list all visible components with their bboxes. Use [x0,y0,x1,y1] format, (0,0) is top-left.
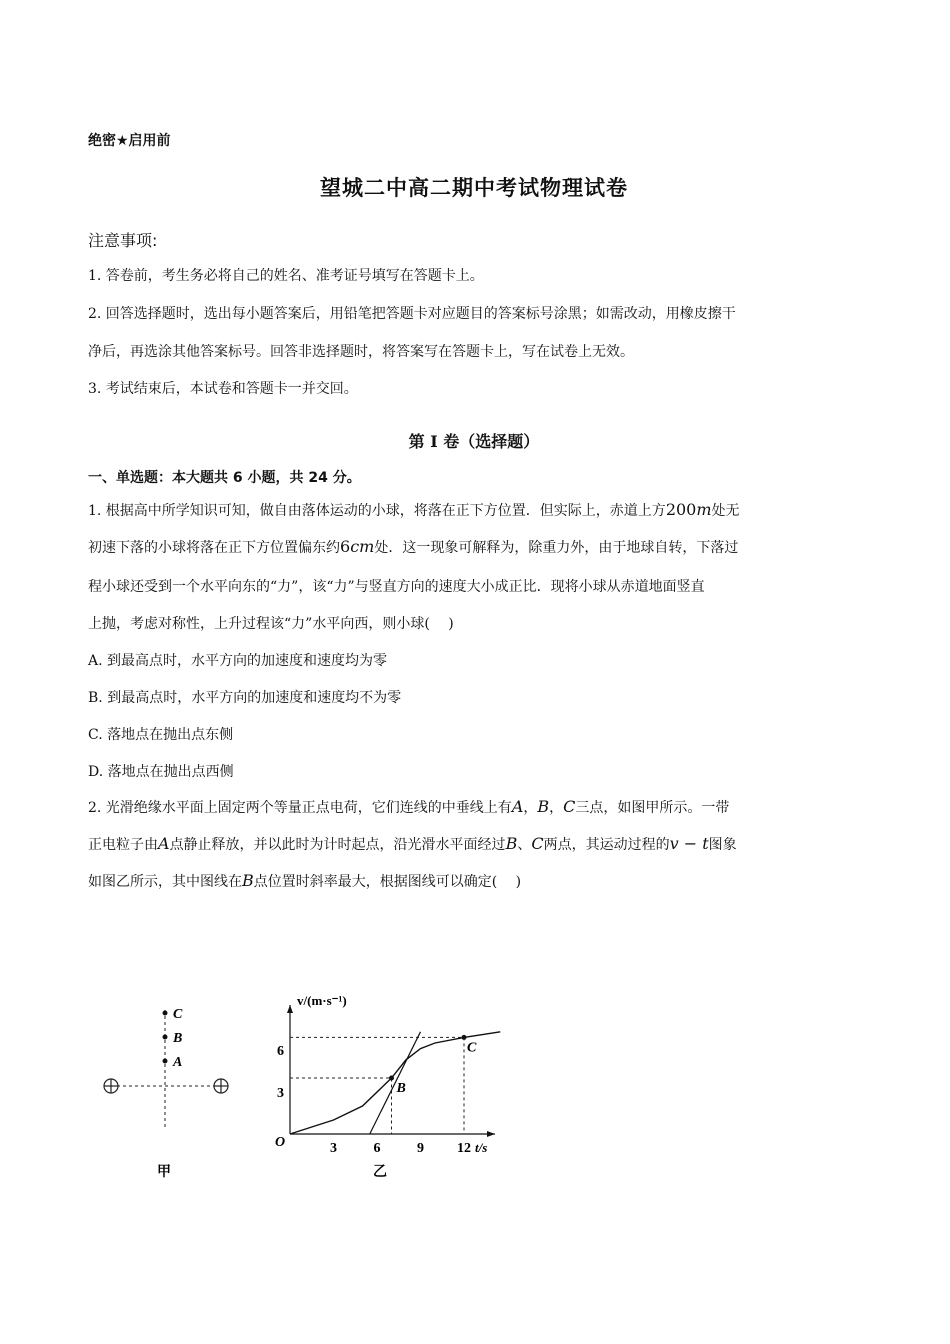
note-item-1: 1. 答卷前，考生务必将自己的姓名、准考证号填写在答题卡上。 [88,268,484,284]
curve-label-c: C [467,1040,477,1056]
figure-svg [95,990,515,1190]
x-tick-3: 3 [330,1141,337,1156]
y-axis-arrow-icon [287,1005,293,1013]
q2-l1f: C [563,797,576,816]
q1-line-2 [88,537,738,557]
tangent-line [370,1032,421,1134]
x-tick-12: 12 [457,1141,471,1156]
point-b-dot [163,1035,168,1040]
q2-l2b: A [158,834,170,853]
q1-l1a: 1. 根据高中所学知识可知，做自由落体运动的小球，将落在正下方位置．但实际上，赤道上方 [88,503,666,519]
q2-l1b: A [511,797,524,816]
q2-line-3 [88,871,521,891]
note-item-2-cont: 净后，再选涂其他答案标号。回答非选择题时，将答案写在答题卡上，写在试卷上无效。 [88,344,634,360]
note-item-3: 3. 考试结束后，本试卷和答题卡一并交回。 [88,381,358,397]
x-axis-label: t/s [475,1140,488,1155]
q1-line-3: 程小球还受到一个水平向东的“力”，该“力”与竖直方向的速度大小成正比．现将小球从赤道地面竖直 [88,579,705,595]
origin-label: O [275,1135,286,1150]
q2-line-1 [88,797,729,817]
q1-line-1 [88,500,740,520]
q1-l2b: 6 [340,537,351,556]
q2-l2i: 图象 [708,837,737,853]
q2-l1g: 三点，如图甲所示。一带 [575,800,730,816]
figure-yi [275,993,500,1180]
q1-option-c: C. 落地点在抛出点东侧 [88,727,234,743]
q2-line-2 [88,834,737,854]
y-tick-6: 6 [277,1044,284,1059]
q2-l2e: 、 [517,837,532,853]
point-c-dot [163,1011,168,1016]
q2-l1a: 2. 光滑绝缘水平面上固定两个等量正点电荷，它们连线的中垂线上有 [88,800,512,816]
q2-l2h: v − t [669,834,709,853]
point-a-dot [163,1059,168,1064]
note-item-2: 2. 回答选择题时，选出每小题答案后，用铅笔把答题卡对应题目的答案标号涂黑；如需改动，用橡皮擦干 [88,306,736,322]
curve-label-b: B [396,1081,406,1096]
q2-l1c: ， [523,800,538,816]
jia-label-a: A [173,1055,183,1070]
notes-heading [88,228,157,251]
figure-container [95,990,515,1190]
page-title: 望城二中高二期中考试物理试卷 [320,176,628,200]
q2-l2f: C [531,834,544,853]
right-charge-icon [214,1079,228,1093]
notes-heading-colon: : [152,231,158,250]
q1-option-d: D. 落地点在抛出点西侧 [88,764,234,780]
yi-caption: 乙 [373,1165,387,1180]
jia-label-c: C [173,1007,183,1022]
q2-l3c: 点位置时斜率最大，根据图线可以确定( ) [253,874,522,890]
y-tick-3: 3 [277,1086,284,1101]
q2-l3a: 如图乙所示，其中图线在 [88,874,242,890]
q2-l2g: 两点，其运动过程的 [543,837,670,853]
part-title: 一、单选题：本大题共 6 小题，共 24 分。 [88,470,361,486]
secret-label: 绝密★启用前 [88,133,171,149]
section-title: 第 I 卷（选择题） [408,432,540,451]
left-charge-icon [104,1079,118,1093]
q1-option-a: A. 到最高点时，水平方向的加速度和速度均为零 [88,653,388,669]
q1-l1b: 200 [665,500,697,519]
q1-line-4: 上抛，考虑对称性，上升过程该“力”水平向西，则小球( ) [88,616,454,632]
q2-l1e: ， [549,800,564,816]
q1-option-b: B. 到最高点时，水平方向的加速度和速度均不为零 [88,690,402,706]
q2-l2c: 点静止释放，并以此时为计时起点，沿光滑水平面经过 [169,837,506,853]
q1-l2c: cm [350,537,375,556]
guide-lines-b [290,1078,392,1134]
q1-l1d: 处无 [711,503,740,519]
jia-label-b: B [173,1031,183,1046]
x-axis-arrow-icon [487,1131,495,1137]
q1-l2a: 初速下落的小球将落在正下方位置偏东约 [88,540,340,556]
q2-l3b: B [242,871,254,890]
q2-l2a: 正电粒子由 [88,837,158,853]
x-tick-9: 9 [417,1141,424,1156]
curve-point-b [389,1076,394,1081]
q1-l1c: m [696,500,712,519]
jia-caption: 甲 [157,1165,171,1180]
notes-heading-text: 注意事项 [88,231,153,250]
q2-l2d: B [505,834,518,853]
y-axis-label: v/(m·s⁻¹) [297,993,347,1008]
q2-l1d: B [537,797,550,816]
x-tick-6: 6 [373,1141,381,1156]
figure-jia [104,1007,228,1180]
curve-point-c [462,1035,467,1040]
q1-l2d: 处．这一现象可解释为，除重力外，由于地球自转，下落过 [374,540,739,556]
